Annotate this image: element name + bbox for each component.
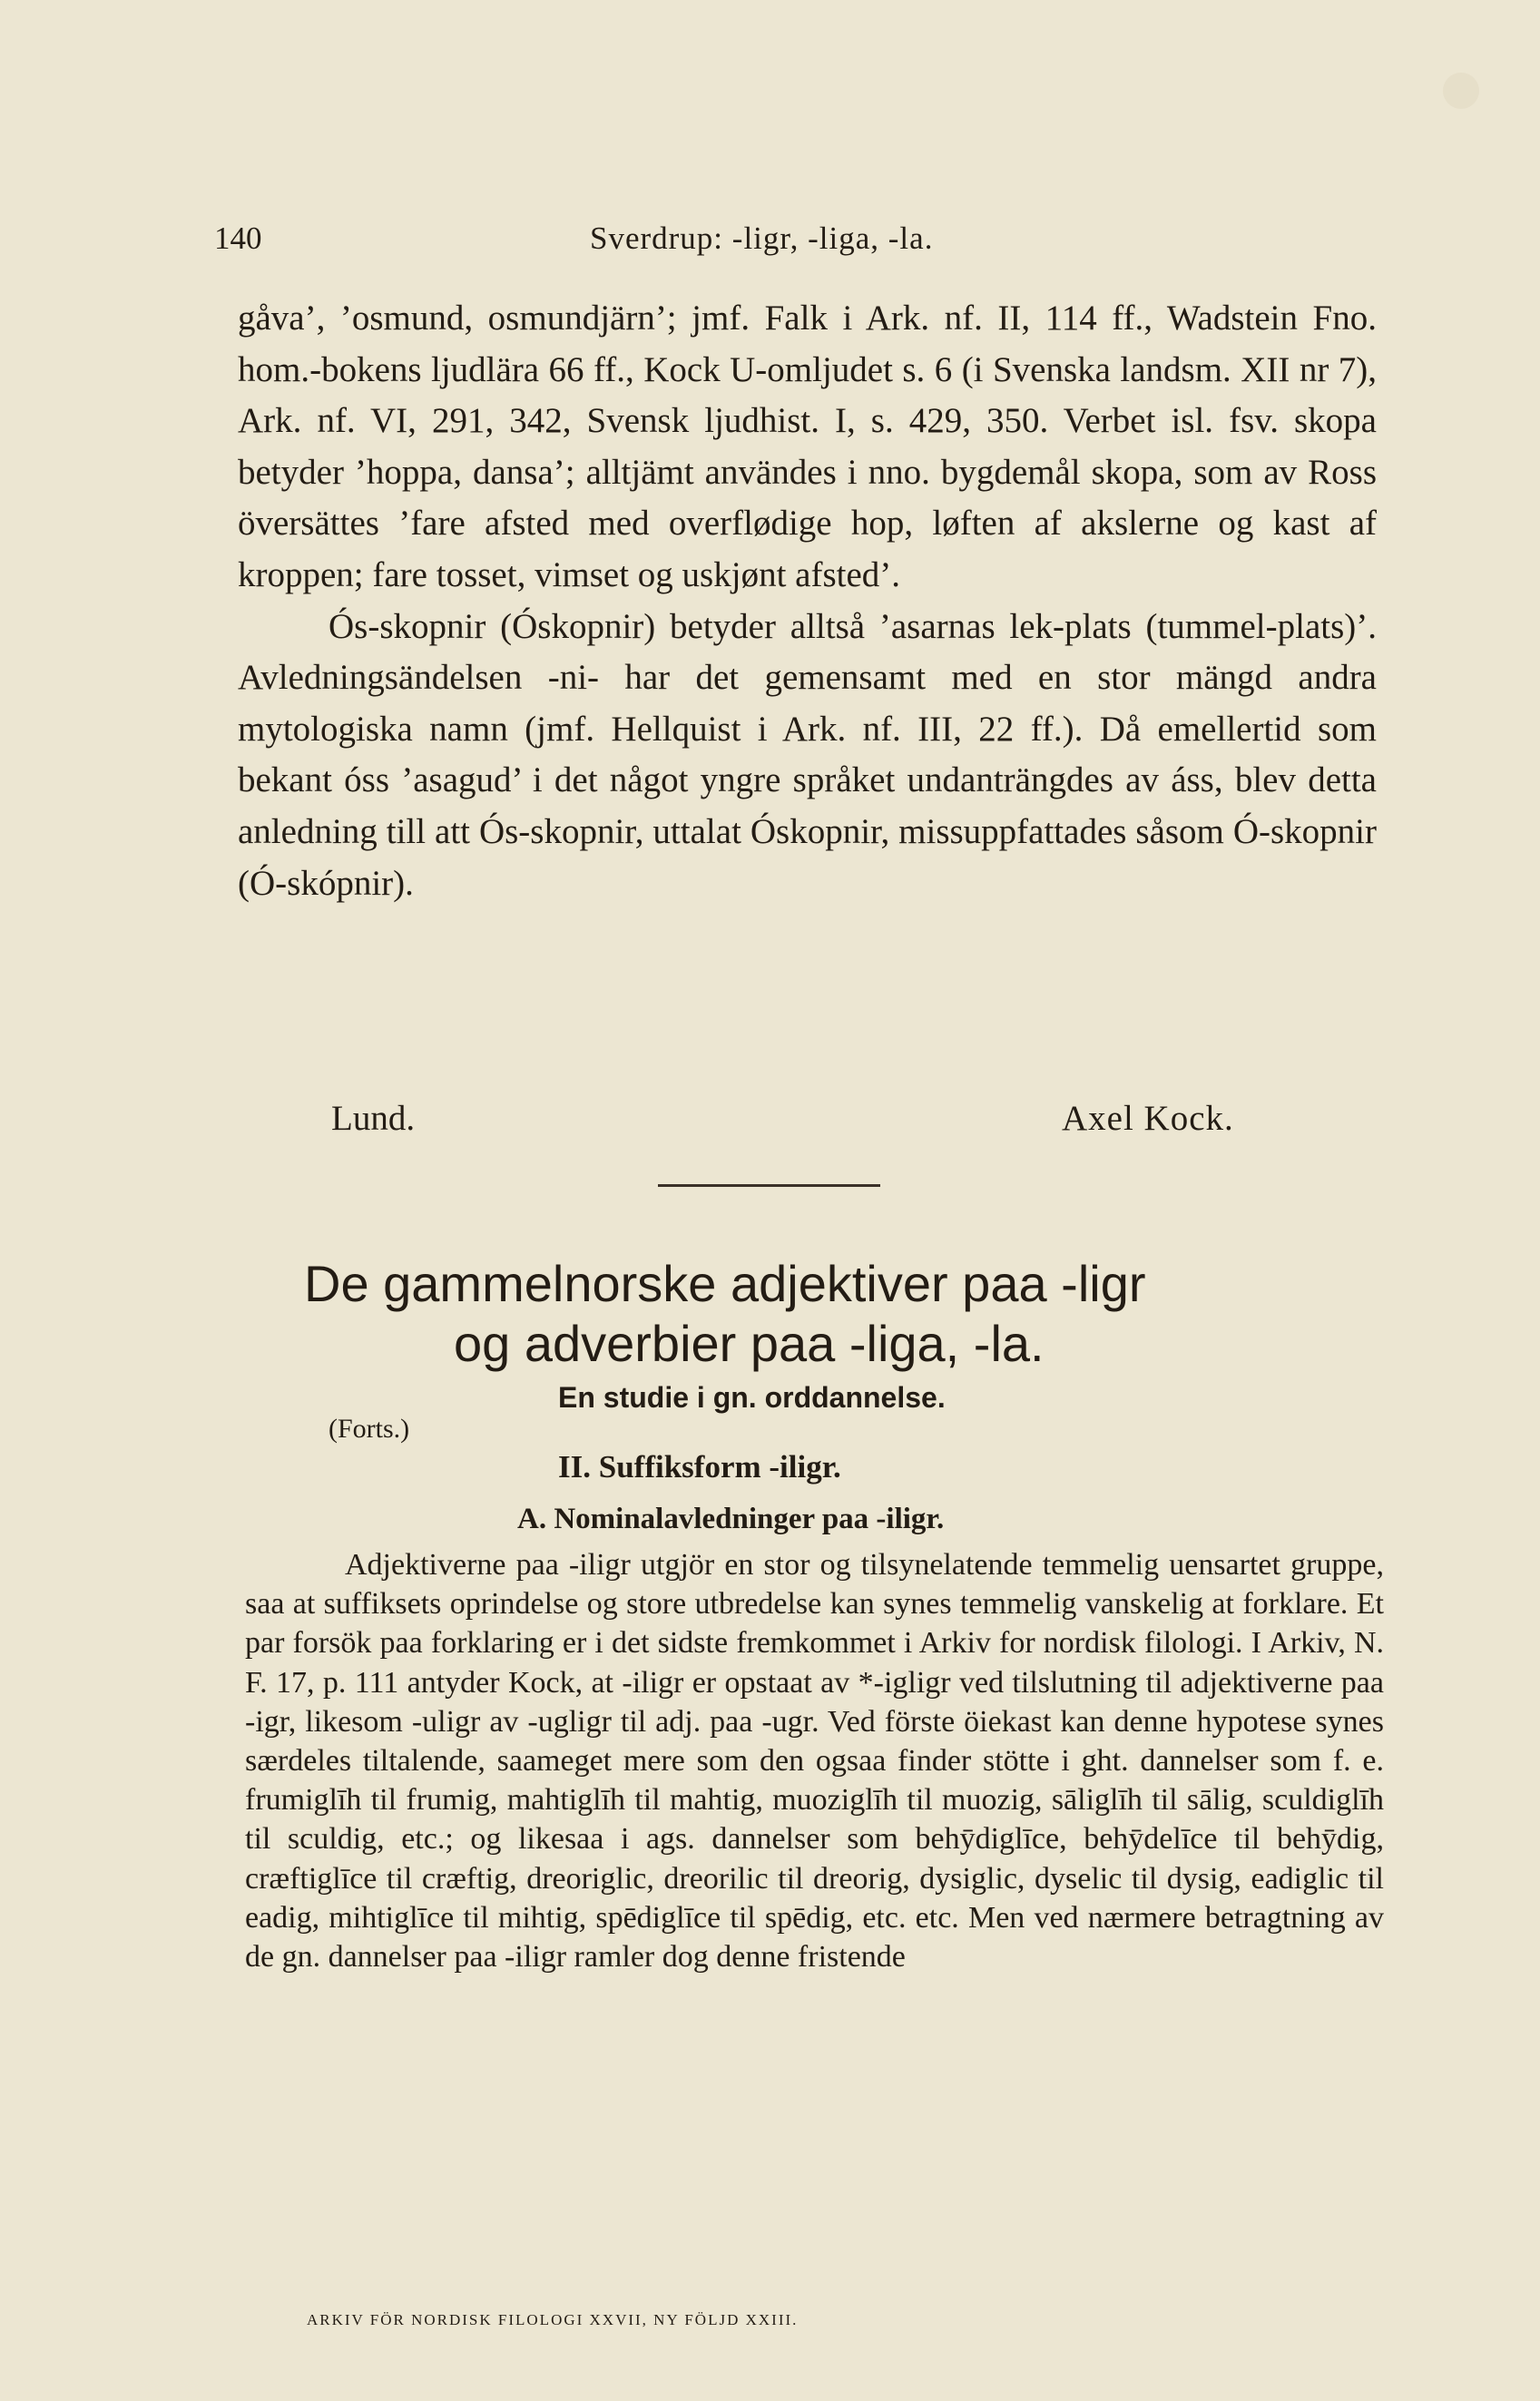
continued-note: (Forts.) — [329, 1414, 410, 1444]
page-number: 140 — [214, 220, 262, 256]
section-divider — [658, 1184, 880, 1187]
article-title-line-1: De gammelnorske adjektiver paa -ligr — [304, 1255, 1146, 1312]
article2-paragraph: Adjektiverne paa -iligr utgjör en stor og tilsynelatende temmelig uensartet gruppe, saa at suffiksets oprindelse og store utbredelse kan synes temmelig vanskelig at forklare. Et par forsök paa forklaring er i det sidste fremkommet i Arkiv for nordisk filologi. I Arkiv, N. F. 17, p. 111 antyder Kock, at -iligr er opstaat av *-igligr ved tilslutning til adjektiverne paa -igr, likesom -uligr av -ugligr til adj. paa -ugr. Ved förste öiekast kan denne hypotese synes særdeles tiltalende, saameget mere som den ogsaa finder stötte i ght. dannelser som f. e. frumiglīh til frumig, mahtiglīh til mahtig, muoziglīh til muozig, sāliglīh til sālig, sculdiglīh til sculdig, etc.; og likesaa i ags. dannelser som behȳdiglīce, behȳdelīce til behȳdig, cræftiglīce til cræftig, dreoriglic, dreorilic til dreorig, dysiglic, dyselic til dysig, eadiglic til eadig, mihtiglīce til mihtig, spēdiglīce til spēdig, etc. etc. Men ved nærmere betragtning av de gn. dannelser paa -iligr ramler dog denne fristende — [245, 1548, 1384, 1975]
journal-footer: ARKIV FÖR NORDISK FILOLOGI XXVII, NY FÖLJD XXIII. — [307, 2311, 799, 2328]
article-title-line-2: og adverbier paa -liga, -la. — [454, 1315, 1045, 1372]
section-heading: II. Suffiksform -iligr. — [558, 1449, 841, 1485]
signoff-author: Axel Kock. — [1062, 1099, 1234, 1138]
paper-blemish — [1443, 73, 1479, 109]
running-title: Sverdrup: -ligr, -liga, -la. — [590, 220, 934, 256]
article-body-2 — [245, 1545, 1384, 1976]
article1-paragraph-1: gåva’, ’osmund, osmundjärn’; jmf. Falk i Ark. nf. II, 114 ff., Wadstein Fno. hom.-bokens ljudlära 66 ff., Kock U-omljudet s. 6 (i Svenska landsm. XII nr 7), Ark. nf. VI, 291, 342, Svensk ljudhist. I, s. 429, 350. Verbet isl. fsv. skopa betyder ’hoppa, dansa’; alltjämt användes i nno. bygdemål skopa, som av Ross översättes ’fare afsted med overflødige hop, løften af akslerne og kast af kroppen; fare tosset, vimset og uskjønt afsted’. — [238, 299, 1377, 594]
signoff-place: Lund. — [331, 1099, 416, 1138]
article-subtitle: En studie i gn. orddannelse. — [558, 1381, 946, 1414]
article1-paragraph-2: Ós-skopnir (Óskopnir) betyder alltså ’asarnas lek-plats (tummel-plats)’. Avledningsändelsen -ni- har det gemensamt med en stor mängd andra mytologiska namn (jmf. Hellquist i Ark. nf. III, 22 ff.). Då emellertid som bekant óss ’asagud’ i det något yngre språket undanträngdes av áss, blev detta anledning till att Ós-skopnir, uttalat Óskopnir, missuppfattades såsom Ó-skopnir (Ó-skópnir). — [238, 606, 1377, 903]
subsection-heading: A. Nominalavledninger paa -iligr. — [517, 1503, 945, 1535]
article-body-1 — [238, 293, 1377, 909]
